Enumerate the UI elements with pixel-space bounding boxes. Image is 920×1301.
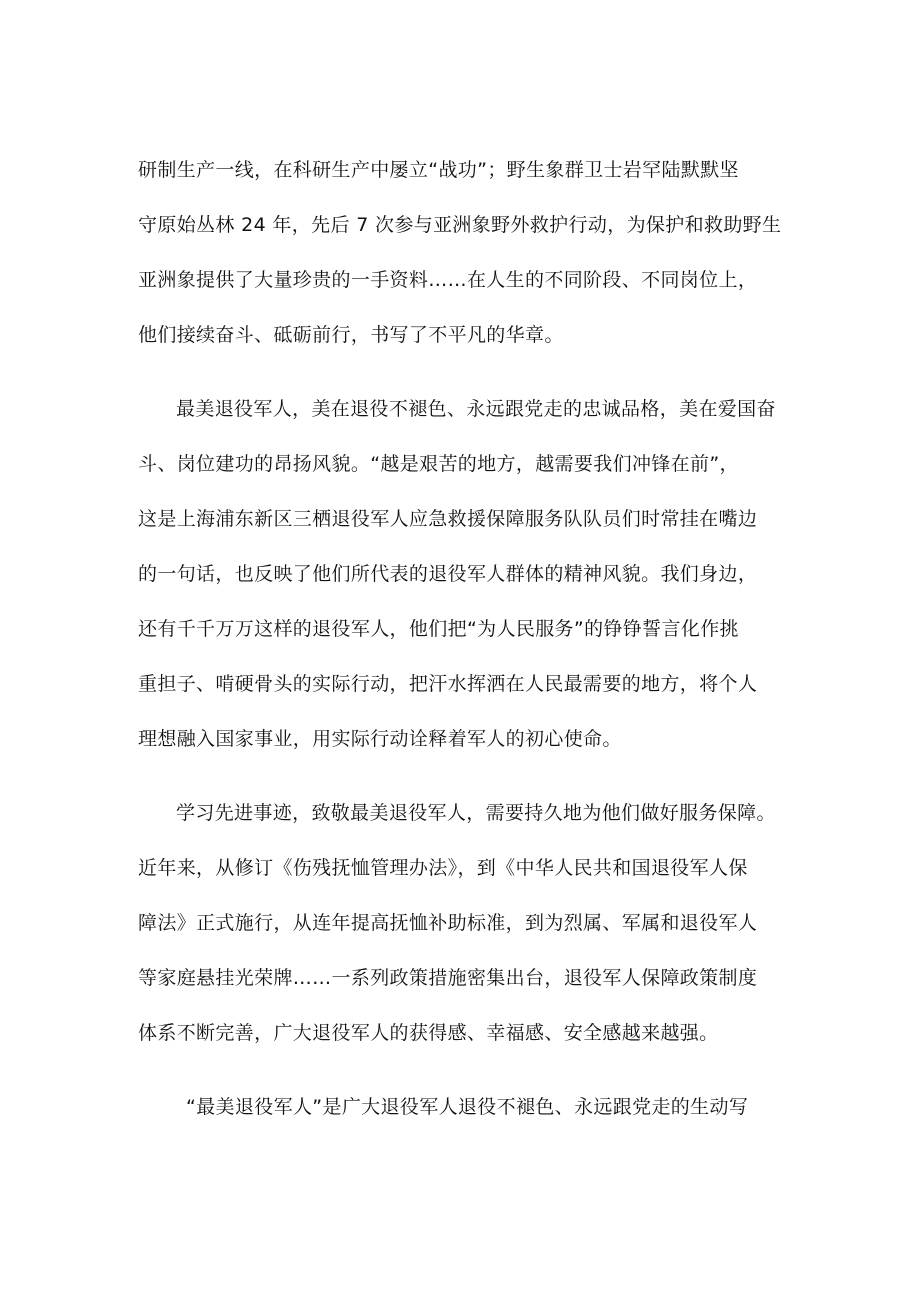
paragraph-2-line-7: 理想融入国家事业，用实际行动诠释着军人的初心使命。: [138, 728, 622, 750]
paragraph-1-line-3: 亚洲象提供了大量珍贵的一手资料……在人生的不同阶段、不同岗位上，: [138, 269, 758, 291]
paragraph-3-line-3: 障法》正式施行，从连年提高抚恤补助标准，到为烈属、军属和退役军人: [138, 912, 758, 934]
paragraph-1-line-1: 研制生产一线，在科研生产中屡立“战功”；野生象群卫士岩罕陆默默坚: [138, 159, 739, 181]
paragraph-3-line-2: 近年来，从修订《伤残抚恤管理办法》，到《中华人民共和国退役军人保: [138, 857, 748, 879]
paragraph-2-line-3: 这是上海浦东新区三栖退役军人应急救援保障服务队队员们时常挂在嘴边: [138, 508, 758, 530]
paragraph-2-line-1: 最美退役军人，美在退役不褪色、永远跟党走的忠诚品格，美在爱国奋: [176, 398, 776, 420]
paragraph-1-line-2: 守原始丛林 24 年，先后 7 次参与亚洲象野外救护行动，为保护和救助野生: [138, 214, 782, 236]
paragraph-2-line-4: 的一句话，也反映了他们所代表的退役军人群体的精神风貌。我们身边，: [138, 563, 758, 585]
paragraph-2-line-2: 斗、岗位建功的昂扬风貌。“越是艰苦的地方，越需要我们冲锋在前”，: [138, 453, 739, 475]
paragraph-3-line-4: 等家庭悬挂光荣牌……一系列政策措施密集出台，退役军人保障政策制度: [138, 967, 758, 989]
paragraph-3-line-1: 学习先进事迹，致敬最美退役军人，需要持久地为他们做好服务保障。: [176, 802, 776, 824]
paragraph-3-line-5: 体系不断完善，广大退役军人的获得感、幸福感、安全感越来越强。: [138, 1022, 719, 1044]
paragraph-4-line-1: “最美退役军人”是广大退役军人退役不褪色、永远跟党走的生动写: [186, 1096, 749, 1118]
paragraph-1-line-4: 他们接续奋斗、砥砺前行，书写了不平凡的华章。: [138, 324, 564, 346]
paragraph-2-line-6: 重担子、啃硬骨头的实际行动，把汗水挥洒在人民最需要的地方，将个人: [138, 673, 758, 695]
paragraph-2-line-5: 还有千千万万这样的退役军人，他们把“为人民服务”的铮铮誓言化作挑: [138, 618, 739, 640]
